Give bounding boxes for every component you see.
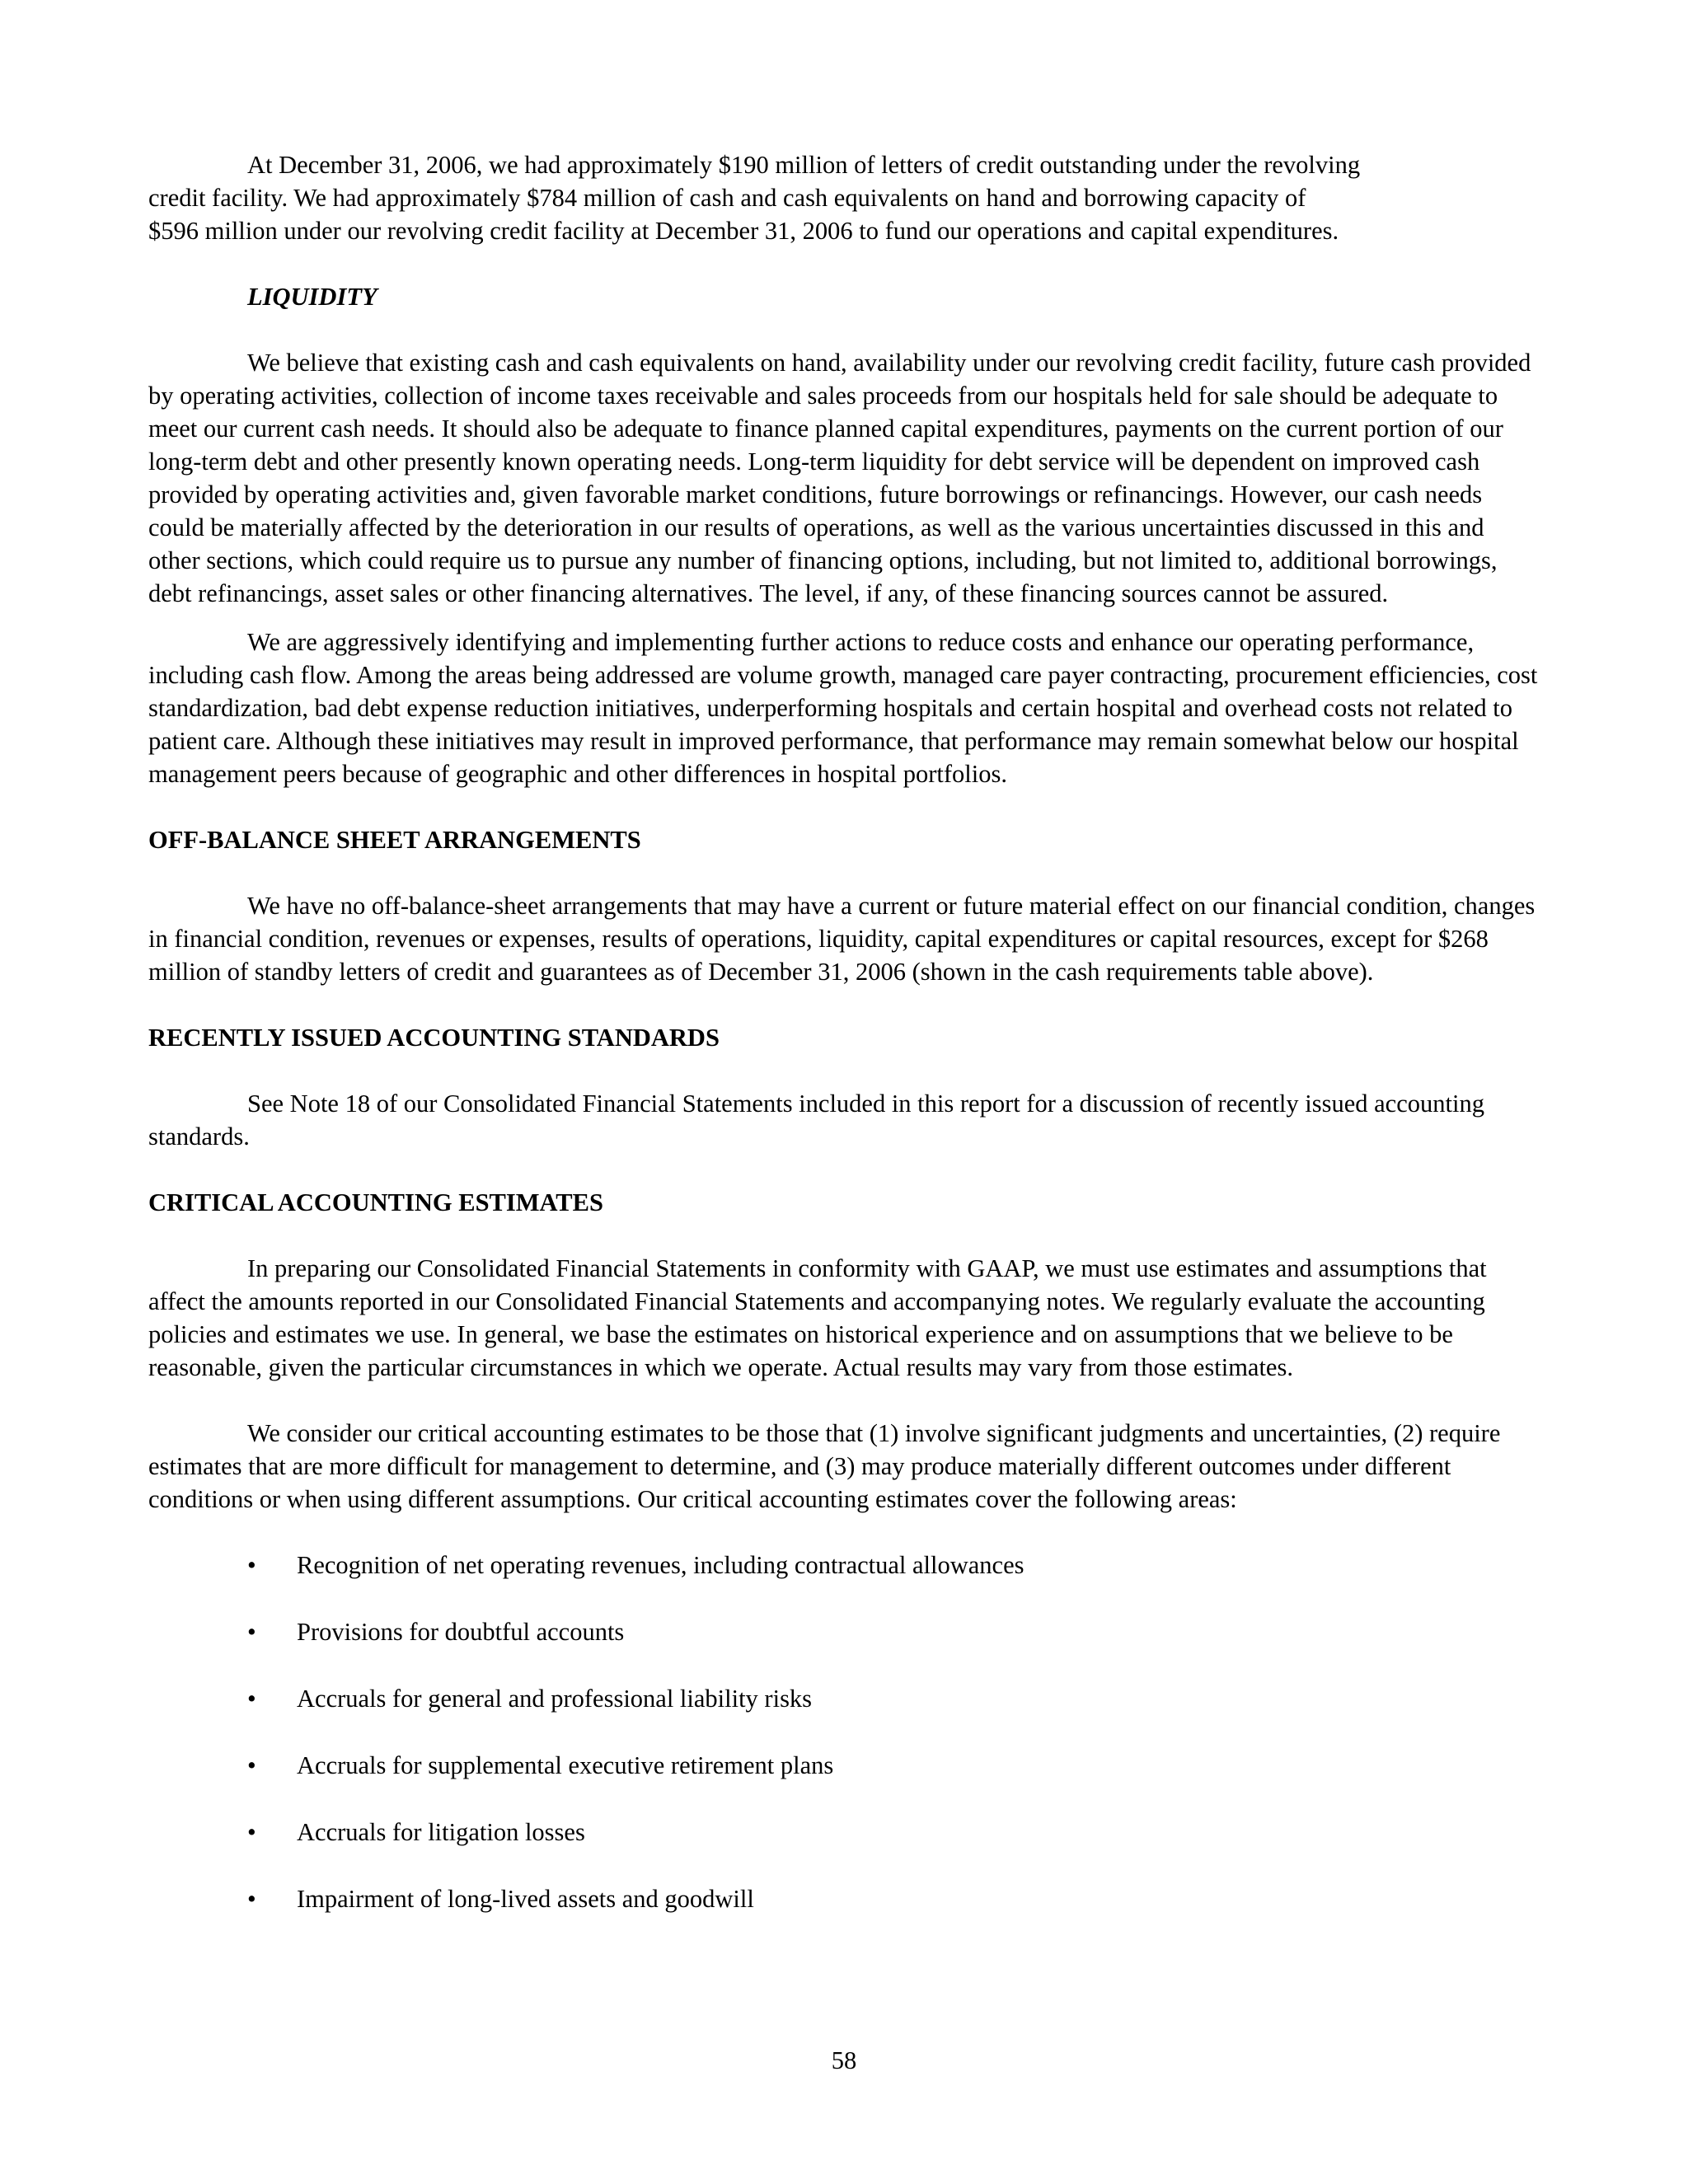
bullet-icon: • xyxy=(247,1751,256,1779)
bullet-icon: • xyxy=(247,1818,256,1846)
paragraph-recently-issued-standards: See Note 18 of our Consolidated Financial Statements included in this report for a discussion of recently issued accounting standards. xyxy=(148,1090,1484,1151)
list-item-text: Accruals for general and professional liability risks xyxy=(297,1685,813,1713)
list-item-text: Provisions for doubtful accounts xyxy=(297,1618,625,1646)
heading-recently-issued-standards: RECENTLY ISSUED ACCOUNTING STANDARDS xyxy=(148,1024,720,1052)
paragraph-off-balance-sheet: We have no off-balance-sheet arrangements that may have a current or future material effect on our financial condition, changes in financial condition, revenues or expenses, results of operations, liquidity, capital expenditures or capital resources, except for $268 million of standby letters of credit and guarantees as of December 31, 2006 (shown in the cash requirements table above). xyxy=(148,892,1536,986)
paragraph-critical-2: We consider our critical accounting estimates to be those that (1) involve significant judgments and uncertainties, (2) require estimates that are more difficult for management to determine, and (3) may produce materially different outcomes under different conditions or when using different assumptions. Our critical accounting estimates cover the following areas: xyxy=(148,1419,1501,1513)
paragraph-critical-1: In preparing our Consolidated Financial Statements in conformity with GAAP, we must use estimates and assumptions that affect the amounts reported in our Consolidated Financial Statements and accompanying notes. We regularly evaluate the accounting policies and estimates we use. In general, we base the estimates on historical experience and on assumptions that we believe to be reasonable, given the particular circumstances in which we operate. Actual results may vary from those estimates. xyxy=(148,1254,1487,1381)
bullet-icon: • xyxy=(247,1618,256,1646)
list-item xyxy=(148,1816,1540,1849)
page-number: 58 xyxy=(831,2046,857,2074)
list-item-text: Impairment of long-lived assets and goodwill xyxy=(297,1885,754,1913)
list-item-text: Recognition of net operating revenues, including contractual allowances xyxy=(297,1551,1025,1579)
bullet-icon: • xyxy=(247,1551,256,1579)
bullet-icon: • xyxy=(247,1685,256,1713)
bullet-icon: • xyxy=(247,1885,256,1913)
list-item-text: Accruals for litigation losses xyxy=(297,1818,585,1846)
paragraph-liquidity-2: We are aggressively identifying and implementing further actions to reduce costs and enhance our operating performance, including cash flow. Among the areas being addressed are volume growth, managed care payer contracting, procurement efficiencies, cost standardization, bad debt expense reduction initiatives, underperforming hospitals and certain hospital and overhead costs not related to patient care. Although these initiatives may result in improved performance, that performance may remain somewhat below our hospital management peers because of geographic and other differences in hospital portfolios. xyxy=(148,628,1538,788)
list-item-text: Accruals for supplemental executive retirement plans xyxy=(297,1751,834,1779)
critical-estimates-list xyxy=(148,1549,1540,1915)
list-item xyxy=(148,1882,1540,1915)
paragraph-letters-of-credit: At December 31, 2006, we had approximately $190 million of letters of credit outstanding under the revolving credit facility. We had approximately $784 million of cash and cash equivalents on hand and borrowing capacity of $596 million under our revolving credit facility at December 31, 2006 to fund our operations and capital expenditures. xyxy=(148,151,1361,245)
heading-critical-accounting-estimates: CRITICAL ACCOUNTING ESTIMATES xyxy=(148,1188,603,1216)
paragraph-liquidity-1: We believe that existing cash and cash equivalents on hand, availability under our revolving credit facility, future cash provided by operating activities, collection of income taxes receivable and sales proceeds from our hospitals held for sale should be adequate to meet our current cash needs. It should also be adequate to finance planned capital expenditures, payments on the current portion of our long-term debt and other presently known operating needs. Long-term liquidity for debt service will be dependent on improved cash provided by operating activities and, given favorable market conditions, future borrowings or refinancings. However, our cash needs could be materially affected by the deterioration in our results of operations, as well as the various uncertainties discussed in this and other sections, which could require us to pursue any number of financing options, including, but not limited to, additional borrowings, debt refinancings, asset sales or other financing alternatives. The level, if any, of these financing sources cannot be assured. xyxy=(148,349,1531,607)
list-item xyxy=(148,1749,1540,1782)
heading-off-balance-sheet: OFF-BALANCE SHEET ARRANGEMENTS xyxy=(148,826,641,854)
list-item xyxy=(148,1549,1540,1582)
list-item xyxy=(148,1682,1540,1715)
list-item xyxy=(148,1615,1540,1648)
subheading-liquidity: LIQUIDITY xyxy=(247,283,377,311)
document-page xyxy=(148,148,1540,1915)
